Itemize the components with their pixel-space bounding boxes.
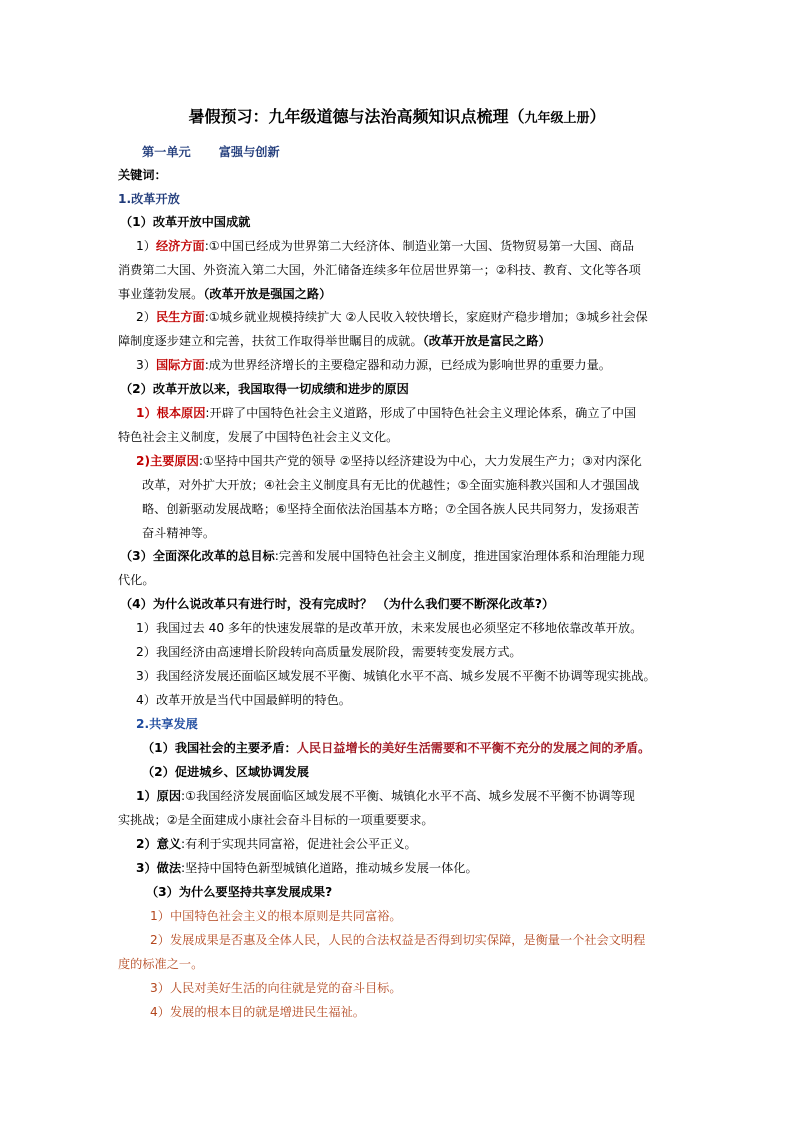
subheading-why-share: （3）为什么要坚持共享发展成果? bbox=[146, 885, 333, 899]
econ-line-1: 1）经济方面:①中国已经成为世界第二大经济体、制造业第一大国、货物贸易第一大国、商品 bbox=[136, 239, 635, 253]
root-cause-line-2: 特色社会主义制度，发展了中国特色社会主义文化。 bbox=[118, 430, 399, 444]
section-heading-sharing: 2.共享发展 bbox=[136, 717, 198, 731]
why-share-item-4: 4）发展的根本目的就是增进民生福祉。 bbox=[150, 1005, 365, 1019]
reason-line-2: 实挑战；②是全面建成小康社会奋斗目标的一项重要要求。 bbox=[118, 813, 434, 827]
title-close: ） bbox=[589, 107, 606, 126]
main-contradiction: （1）我国社会的主要矛盾：人民日益增长的美好生活需要和不平衡不充分的发展之间的矛盾。 bbox=[142, 741, 651, 755]
section-heading-reform: 1.改革开放 bbox=[118, 192, 180, 206]
why-reform-item-1: 1）我国过去 40 多年的快速发展靠的是改革开放，未来发展也必须坚定不移地依靠改革开放。 bbox=[136, 621, 643, 635]
keywords-label: 关键词： bbox=[118, 168, 167, 182]
why-share-item-1: 1）中国特色社会主义的根本原则是共同富裕。 bbox=[150, 909, 402, 923]
why-share-item-3: 3）人民对美好生活的向往就是党的奋斗目标。 bbox=[150, 981, 402, 995]
econ-label: 经济方面 bbox=[155, 239, 205, 253]
unit-heading bbox=[142, 144, 280, 160]
livelihood-label: 民生方面 bbox=[155, 310, 205, 324]
unit-name: 富强与创新 bbox=[218, 145, 280, 159]
title-sub: 九年级上册 bbox=[524, 111, 590, 126]
meaning-line: 2）意义:有利于实现共同富裕，促进社会公平正义。 bbox=[136, 837, 417, 851]
root-cause-label: 根本原因 bbox=[156, 406, 206, 420]
subheading-reasons: （2）改革开放以来，我国取得一切成绩和进步的原因 bbox=[120, 382, 409, 396]
why-share-item-2b: 度的标准之一。 bbox=[118, 957, 204, 971]
why-reform-item-4: 4）改革开放是当代中国最鲜明的特色。 bbox=[136, 693, 351, 707]
subheading-coordinated: （2）促进城乡、区域协调发展 bbox=[142, 765, 309, 779]
livelihood-line-1: 2）民生方面:①城乡就业规模持续扩大 ②人民收入较快增长，家庭财产稳步增加；③城乡社会保 bbox=[136, 310, 648, 324]
subheading-achievements: （1）改革开放中国成就 bbox=[120, 215, 251, 229]
page-title bbox=[0, 104, 794, 127]
econ-line-2: 消费第二大国、外资流入第二大国，外汇储备连续多年位居世界第一；②科技、教育、文化等各项 bbox=[118, 263, 641, 277]
econ-line-3: 事业蓬勃发展。（改革开放是强国之路） bbox=[118, 287, 332, 301]
root-cause-line-1: 1）根本原因:开辟了中国特色社会主义道路，形成了中国特色社会主义理论体系，确立了中国 bbox=[136, 406, 637, 420]
overall-goal-line-1: （3）全面深化改革的总目标:完善和发展中国特色社会主义制度，推进国家治理体系和治理能力现 bbox=[120, 549, 645, 563]
main-cause-label: 主要原因 bbox=[150, 454, 199, 468]
intl-line-1: 3）国际方面:成为世界经济增长的主要稳定器和动力源，已经成为影响世界的重要力量。 bbox=[136, 358, 611, 372]
title-main: 暑假预习：九年级道德与法治高频知识点梳理（ bbox=[188, 107, 525, 126]
main-cause-line-4: 奋斗精神等。 bbox=[142, 526, 216, 540]
main-cause-line-1: 2)主要原因:①坚持中国共产党的领导 ②坚持以经济建设为中心，大力发展生产力；③对内深化 bbox=[136, 454, 642, 468]
reason-line-1: 1）原因:①我国经济发展面临区域发展不平衡、城镇化水平不高、城乡发展不平衡不协调等现 bbox=[136, 789, 635, 803]
intl-label: 国际方面 bbox=[155, 358, 205, 372]
main-cause-line-3: 略、创新驱动发展战略；⑥坚持全面依法治国基本方略；⑦全国各族人民共同努力，发扬艰苦 bbox=[142, 502, 640, 516]
main-contradiction-text: 人民日益增长的美好生活需要和不平衡不充分的发展之间的矛盾。 bbox=[296, 741, 651, 755]
why-reform-item-3: 3）我国经济发展还面临区域发展不平衡、城镇化水平不高、城乡发展不平衡不协调等现实挑战。 bbox=[136, 669, 656, 683]
why-share-item-2a: 2）发展成果是否惠及全体人民，人民的合法权益是否得到切实保障，是衡量一个社会文明程 bbox=[150, 933, 646, 947]
subheading-why-reform: （4）为什么说改革只有进行时，没有完成时？ （为什么我们要不断深化改革?） bbox=[120, 597, 555, 611]
livelihood-line-2: 障制度逐步建立和完善，扶贫工作取得举世瞩目的成就。（改革开放是富民之路） bbox=[118, 334, 551, 348]
why-reform-item-2: 2）我国经济由高速增长阶段转向高质量发展阶段，需要转变发展方式。 bbox=[136, 645, 522, 659]
main-cause-line-2: 改革，对外扩大开放；④社会主义制度具有无比的优越性；⑤全面实施科教兴国和人才强国战 bbox=[142, 478, 640, 492]
method-line: 3）做法:坚持中国特色新型城镇化道路，推动城乡发展一体化。 bbox=[136, 861, 478, 875]
unit-label: 第一单元 bbox=[142, 145, 191, 159]
overall-goal-line-2: 代化。 bbox=[118, 573, 155, 587]
